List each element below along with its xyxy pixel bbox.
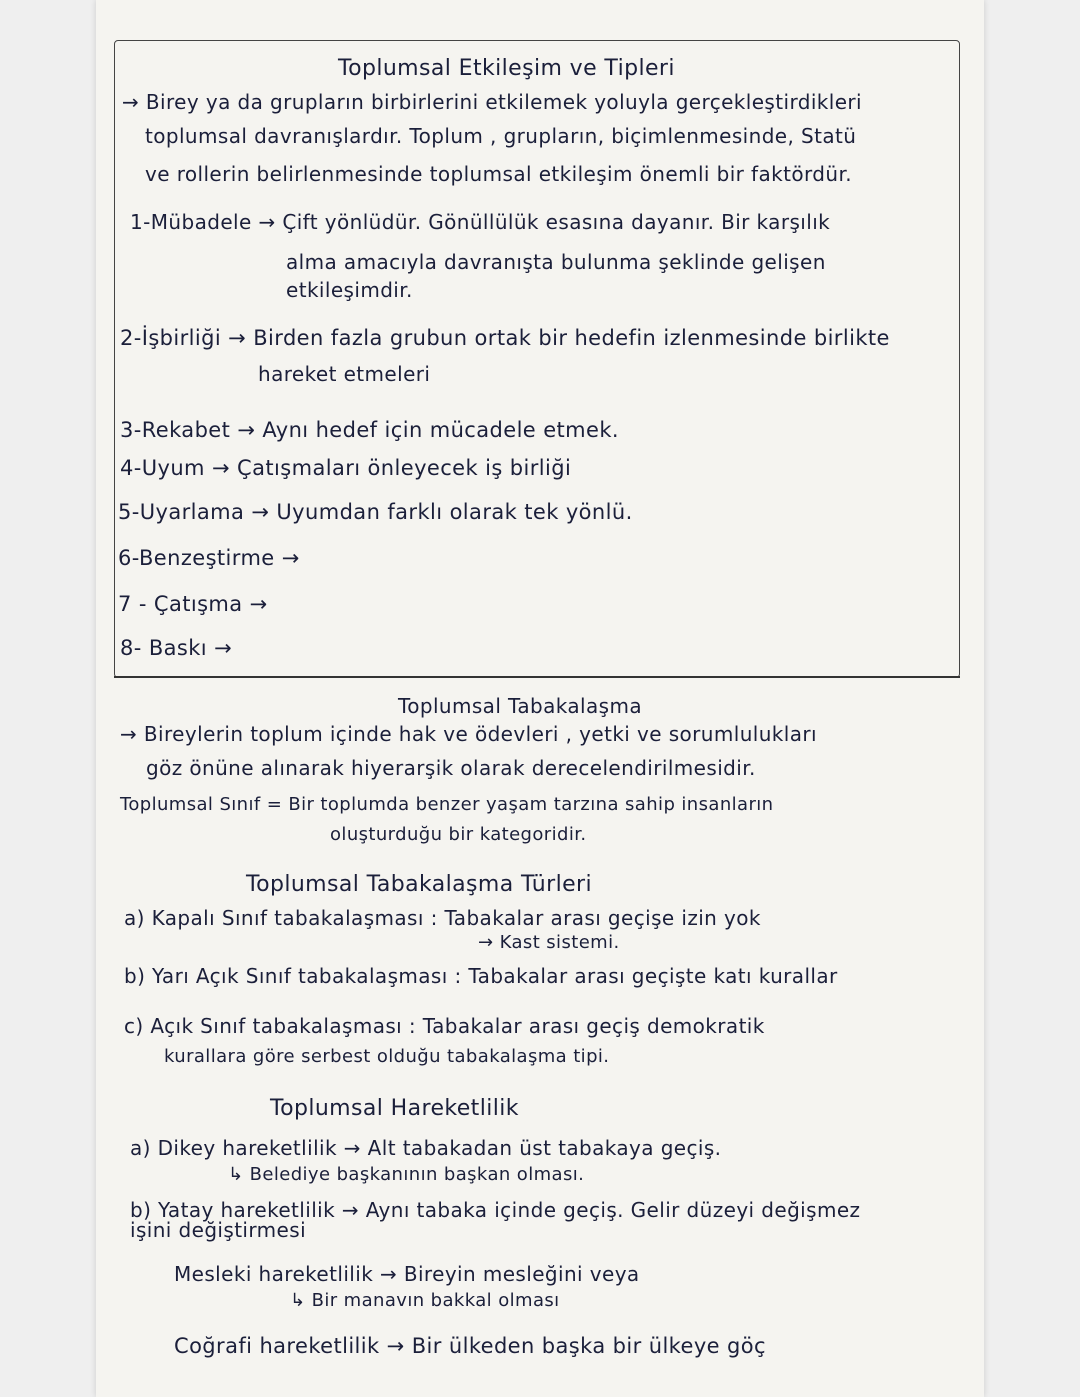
definition-sinif: Toplumsal Sınıf = Bir toplumda benzer yaşam tarzına sahip insanların	[120, 794, 774, 815]
intro-line: ve rollerin belirlenmesinde toplumsal etkileşim önemli bir faktördür.	[145, 162, 853, 186]
section-title-etkilesim: Toplumsal Etkileşim ve Tipleri	[338, 56, 675, 81]
list-item-line: hareket etmeleri	[258, 362, 431, 386]
list-item-uyum: 4-Uyum → Çatışmaları önleyecek iş birliği	[120, 456, 572, 480]
definition-line: oluşturduğu bir kategoridir.	[330, 824, 587, 845]
list-item-rekabet: 3-Rekabet → Aynı hedef için mücadele etmek.	[120, 418, 619, 442]
intro-line: toplumsal davranışlardır. Toplum , grupların, biçimlenmesinde, Statü	[145, 124, 857, 148]
list-item-benzestirme: 6-Benzeştirme →	[118, 546, 300, 570]
list-item-acik: c) Açık Sınıf tabakalaşması : Tabakalar arası geçiş demokratik	[124, 1014, 765, 1038]
list-item-kapali: a) Kapalı Sınıf tabakalaşması : Tabakalar arası geçişe izin yok	[124, 906, 761, 930]
list-item-catisma: 7 - Çatışma →	[118, 592, 268, 616]
section-title-hareketlilik: Toplumsal Hareketlilik	[270, 1096, 519, 1121]
section-title-turler: Toplumsal Tabakalaşma Türleri	[246, 872, 592, 897]
list-item-line: etkileşimdir.	[286, 278, 413, 302]
list-item-mesleki: Mesleki hareketlilik → Bireyin mesleğini veya	[174, 1262, 640, 1286]
list-item-line: ↳ Belediye başkanının başkan olması.	[228, 1164, 585, 1185]
list-item-yari-acik: b) Yarı Açık Sınıf tabakalaşması : Tabakalar arası geçişte katı kurallar	[124, 964, 838, 988]
intro-line: → Bireylerin toplum içinde hak ve ödevleri , yetki ve sorumlulukları	[120, 722, 817, 746]
list-item-cografi: Coğrafi hareketlilik → Bir ülkeden başka bir ülkeye göç	[174, 1334, 766, 1358]
list-item-uyarlama: 5-Uyarlama → Uyumdan farklı olarak tek yönlü.	[118, 500, 633, 524]
list-item-yatay: b) Yatay hareketlilik → Aynı tabaka içinde geçiş. Gelir düzeyi değişmez	[130, 1198, 861, 1222]
list-item-line: işini değiştirmesi	[130, 1218, 307, 1242]
section-divider	[114, 676, 960, 678]
list-item-dikey: a) Dikey hareketlilik → Alt tabakadan üst tabakaya geçiş.	[130, 1136, 722, 1160]
section-title-tabakalasma: Toplumsal Tabakalaşma	[398, 694, 643, 718]
list-item-line: kurallara göre serbest olduğu tabakalaşma tipi.	[164, 1046, 610, 1067]
list-item-isbirligi: 2-İşbirliği → Birden fazla grubun ortak bir hedefin izlenmesinde birlikte	[120, 326, 890, 350]
intro-line: göz önüne alınarak hiyerarşik olarak derecelendirilmesidir.	[146, 756, 756, 780]
list-item-baski: 8- Baskı →	[120, 636, 233, 660]
list-item-line: → Kast sistemi.	[478, 932, 620, 953]
list-item-mubadele: 1-Mübadele → Çift yönlüdür. Gönüllülük esasına dayanır. Bir karşılık	[130, 210, 831, 234]
list-item-line: alma amacıyla davranışta bulunma şeklinde gelişen	[286, 250, 826, 274]
intro-line: → Birey ya da grupların birbirlerini etkilemek yoluyla gerçekleştirdikleri	[122, 90, 862, 114]
list-item-line: ↳ Bir manavın bakkal olması	[290, 1290, 560, 1311]
